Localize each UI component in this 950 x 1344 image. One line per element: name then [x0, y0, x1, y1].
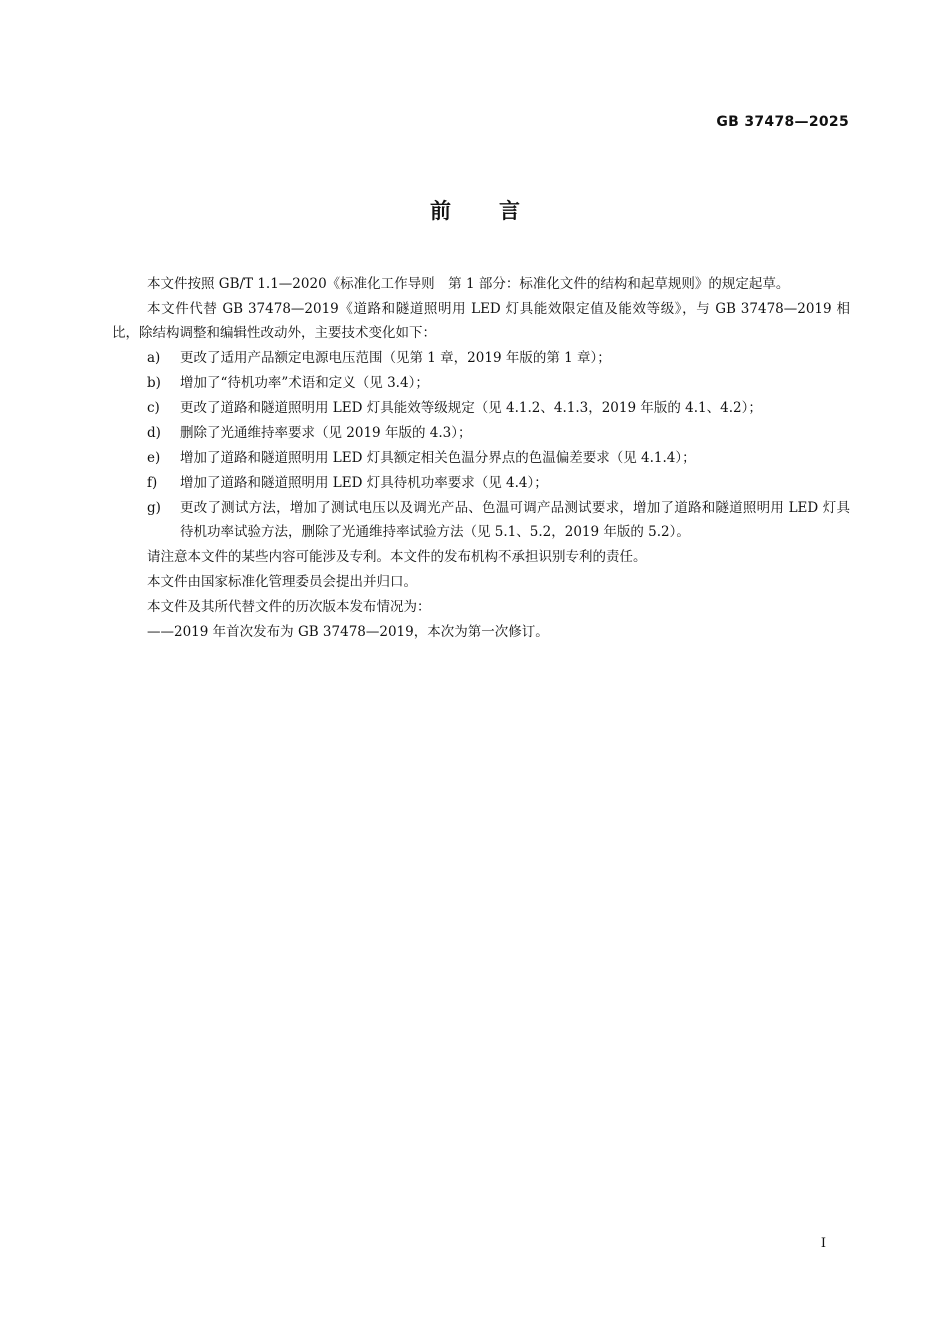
change-item-c: [112, 396, 850, 420]
page-title: 前言: [430, 199, 568, 223]
list-marker: b): [147, 375, 161, 391]
change-item-e: [112, 446, 850, 470]
list-marker: c): [147, 400, 160, 416]
list-text: 增加了道路和隧道照明用 LED 灯具待机功率要求（见 4.4）；: [180, 475, 548, 491]
drafting-rules-paragraph: 本文件按照 GB/T 1.1—2020《标准化工作导则 第 1 部分：标准化文件的结构和起草规则》的规定起草。: [147, 276, 790, 292]
list-text: 增加了“待机功率”术语和定义（见 3.4）；: [180, 375, 429, 391]
change-item-d: [112, 421, 850, 445]
change-item-b: [112, 371, 850, 395]
list-text: 删除了光通维持率要求（见 2019 年版的 4.3）；: [180, 425, 472, 441]
list-text: 增加了道路和隧道照明用 LED 灯具额定相关色温分界点的色温偏差要求（见 4.1.4）；: [180, 450, 696, 466]
change-item-g: [112, 496, 850, 544]
list-text: 更改了测试方法，增加了测试电压以及调光产品、色温可调产品测试要求，增加了道路和隧道照明用 LED 灯具待机功率试验方法，删除了光通维持率试验方法（见 5.1、5.2，2019 年版的 5.2）。: [180, 500, 850, 540]
history-intro: 本文件及其所代替文件的历次版本发布情况为：: [147, 599, 431, 615]
foreword-body: [112, 272, 850, 644]
proposer-statement: 本文件由国家标准化管理委员会提出并归口。: [147, 574, 417, 590]
list-text: 更改了道路和隧道照明用 LED 灯具能效等级规定（见 4.1.2、4.1.3，2019 年版的 4.1、4.2）；: [180, 400, 762, 416]
standard-number: GB 37478—2025: [716, 114, 849, 130]
change-item-f: [112, 471, 850, 495]
replacement-paragraph: 本文件代替 GB 37478—2019《道路和隧道照明用 LED 灯具能效限定值及能效等级》，与 GB 37478—2019 相比，除结构调整和编辑性改动外，主要技术变化如下：: [112, 301, 850, 341]
list-marker: f): [147, 475, 158, 491]
patent-notice: 请注意本文件的某些内容可能涉及专利。本文件的发布机构不承担识别专利的责任。: [147, 549, 647, 565]
list-marker: a): [147, 350, 161, 366]
list-marker: g): [147, 500, 161, 516]
history-item: ——2019 年首次发布为 GB 37478—2019，本次为第一次修订。: [147, 624, 549, 640]
list-text: 更改了适用产品额定电源电压范围（见第 1 章，2019 年版的第 1 章）；: [180, 350, 611, 366]
page-number: I: [820, 1236, 826, 1251]
list-marker: d): [147, 425, 161, 441]
list-marker: e): [147, 450, 161, 466]
change-item-a: [112, 346, 850, 370]
